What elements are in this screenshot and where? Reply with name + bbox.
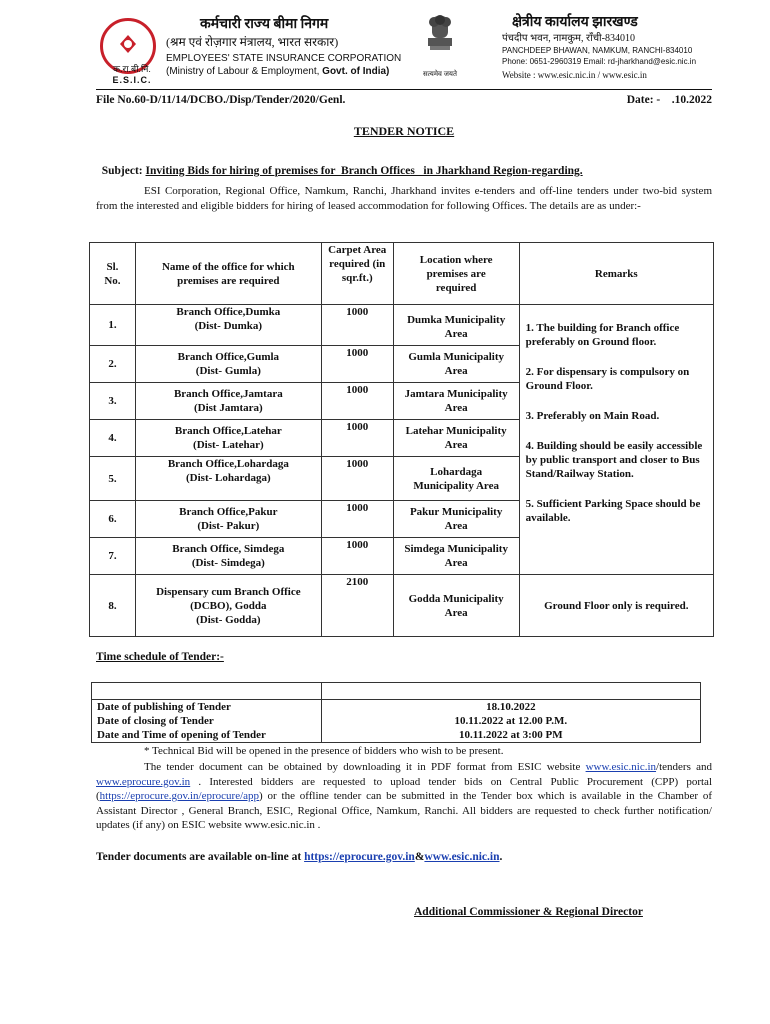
row-location: Dumka Municipality Area [393,305,519,346]
col-header-sl: Sl. No. [90,243,136,305]
row-sl: 6. [90,501,136,538]
row-area: 1000 [321,383,393,420]
remark-item: 4. Building should be easily accessible by public transport and closer to Bus Stand/Railway Station. [525,440,703,480]
row-office: Branch Office,Lohardaga (Dist- Lohardaga) [135,457,321,501]
row-office: Branch Office,Pakur (Dist- Pakur) [135,501,321,538]
org-hindi-name: कर्मचारी राज्य बीमा निगम [200,17,329,32]
eprocure-link[interactable]: www.eprocure.gov.in [96,775,191,788]
row-location: Godda Municipality Area [393,575,519,637]
schedule-row: Date of publishing of Tender 18.10.2022 [92,700,701,715]
row-office: Branch Office, Simdega (Dist- Simdega) [135,538,321,575]
table-row [90,575,714,637]
subject-line [96,153,712,177]
notice-date: Date: - .10.2022 [626,94,712,106]
row-area: 1000 [321,457,393,501]
logo-hindi-text: क.रा.बी.नि. [113,64,151,74]
emblem-caption: सत्यमेव जयते [423,70,457,78]
row-area: 1000 [321,538,393,575]
table-row [90,305,714,346]
row-location: Simdega Municipality Area [393,538,519,575]
technical-bid-note: * Technical Bid will be opened in the presence of bidders who wish to be present. [144,745,504,757]
row-location: Gumla Municipality Area [393,346,519,383]
row-sl: 5. [90,457,136,501]
remark-item: 2. For dispensary is compulsory on Ground Floor. [525,366,690,392]
row-area: 1000 [321,501,393,538]
remark-item: 5. Sufficient Parking Space should be available. [525,498,701,524]
row-area: 1000 [321,305,393,346]
regional-office-hindi: क्षेत्रीय कार्यालय झारखण्ड [512,15,638,30]
notice-title: TENDER NOTICE [353,124,455,138]
col-header-remarks: Remarks [519,243,713,305]
body-paragraph: The tender document can be obtained by downloading it in PDF format from ESIC website www.esic.nic.in/tenders and www.eprocure.gov.in . Interested bidders are requested to upload tender bids on Central Public Procurement (CPP) portal (https://eprocure.gov.in/eprocure/app) or the offline tender can be submitted in the Tender box which is available in the Chamber of Assistant Director , General Branch, ESIC, Regional Office, Namkum, Ranchi. All bidders are requested to check further notification/ updates (if any) on ESIC website www.esic.nic.in . [96,761,712,831]
row-sl: 4. [90,420,136,457]
org-hindi-ministry: (श्रम एवं रोज़गार मंत्रालय, भारत सरकार) [166,35,339,49]
header-divider [96,89,712,90]
col-header-office: Name of the office for which premises are required [135,243,321,305]
address-hindi: पंचदीप भवन, नामकुम, राँची-834010 [502,33,635,44]
intro-paragraph: ESI Corporation, Regional Office, Namkum, Ranchi, Jharkhand invites e-tenders and off-line tenders under two-bid system from the interested and eligible bidders for hiring of leased accommodation for following Offices. The details are as under:- [96,185,712,212]
address-english: PANCHDEEP BHAWAN, NAMKUM, RANCHI-834010 [502,46,693,55]
eprocure-online-link[interactable]: https://eprocure.gov.in [304,851,415,863]
file-number: File No.60-D/11/14/DCBO./Disp/Tender/2020/Genl. [96,94,346,106]
org-english-name: EMPLOYEES' STATE INSURANCE CORPORATION [166,53,402,64]
row-sl: 3. [90,383,136,420]
row-office: Branch Office,Dumka (Dist- Dumka) [135,305,321,346]
row-office: Branch Office,Gumla (Dist- Gumla) [135,346,321,383]
remark-item: 1. The building for Branch office preferably on Ground floor. [525,322,680,348]
schedule-row: Date and Time of opening of Tender 10.11.2022 at 3:00 PM [92,728,701,743]
cpp-portal-link[interactable]: https://eprocure.gov.in/eprocure/app [99,790,260,802]
offices-table [89,242,714,637]
row-sl: 1. [90,305,136,346]
row-location: Pakur Municipality Area [393,501,519,538]
row-office: Branch Office,Latehar (Dist- Latehar) [135,420,321,457]
row-area: 1000 [321,420,393,457]
row-location: Jamtara Municipality Area [393,383,519,420]
national-emblem-icon [420,12,460,68]
website-line: Website : www.esic.nic.in / www.esic.in [502,70,647,80]
schedule-row: Date of closing of Tender 10.11.2022 at 12.00 P.M. [92,714,701,728]
org-english-ministry: (Ministry of Labour & Employment, Govt. of India) [166,66,390,77]
row-area: 2100 [321,575,393,637]
schedule-title: Time schedule of Tender:- [96,651,224,663]
remarks-cell [519,305,713,575]
row-location: Latehar Municipality Area [393,420,519,457]
row-area: 1000 [321,346,393,383]
row-sl: 7. [90,538,136,575]
contact-phone-email: Phone: 0651-2960319 Email: rd-jharkhand@esic.nic.in [502,57,697,66]
remark-row8: Ground Floor only is required. [519,575,713,637]
esic-online-link[interactable]: www.esic.nic.in [424,851,500,863]
row-office: Dispensary cum Branch Office (DCBO), Godda (Dist- Godda) [135,575,321,637]
remark-item: 3. Preferably on Main Road. [525,410,660,422]
esic-website-link[interactable]: www.esic.nic.in [585,761,657,773]
row-office: Branch Office,Jamtara (Dist Jamtara) [135,383,321,420]
table-header-row [90,243,714,305]
row-sl: 8. [90,575,136,637]
esic-logo-icon [117,33,139,55]
subject-label: Subject: [101,165,143,177]
row-sl: 2. [90,346,136,383]
signatory-designation: Additional Commissioner & Regional Director [414,906,643,918]
logo-english-text: E.S.I.C. [112,75,152,85]
col-header-location: Location where premises are required [393,243,519,305]
online-availability-line: Tender documents are available on-line at https://eprocure.gov.in&www.esic.nic.in. [96,851,503,863]
row-location: Lohardaga Municipality Area [393,457,519,501]
col-header-area: Carpet Area required (in sqr.ft.) [321,243,393,305]
schedule-table [91,682,701,743]
subject-text: Inviting Bids for hiring of premises for Branch Offices in Jharkhand Region-regarding. [145,165,583,177]
